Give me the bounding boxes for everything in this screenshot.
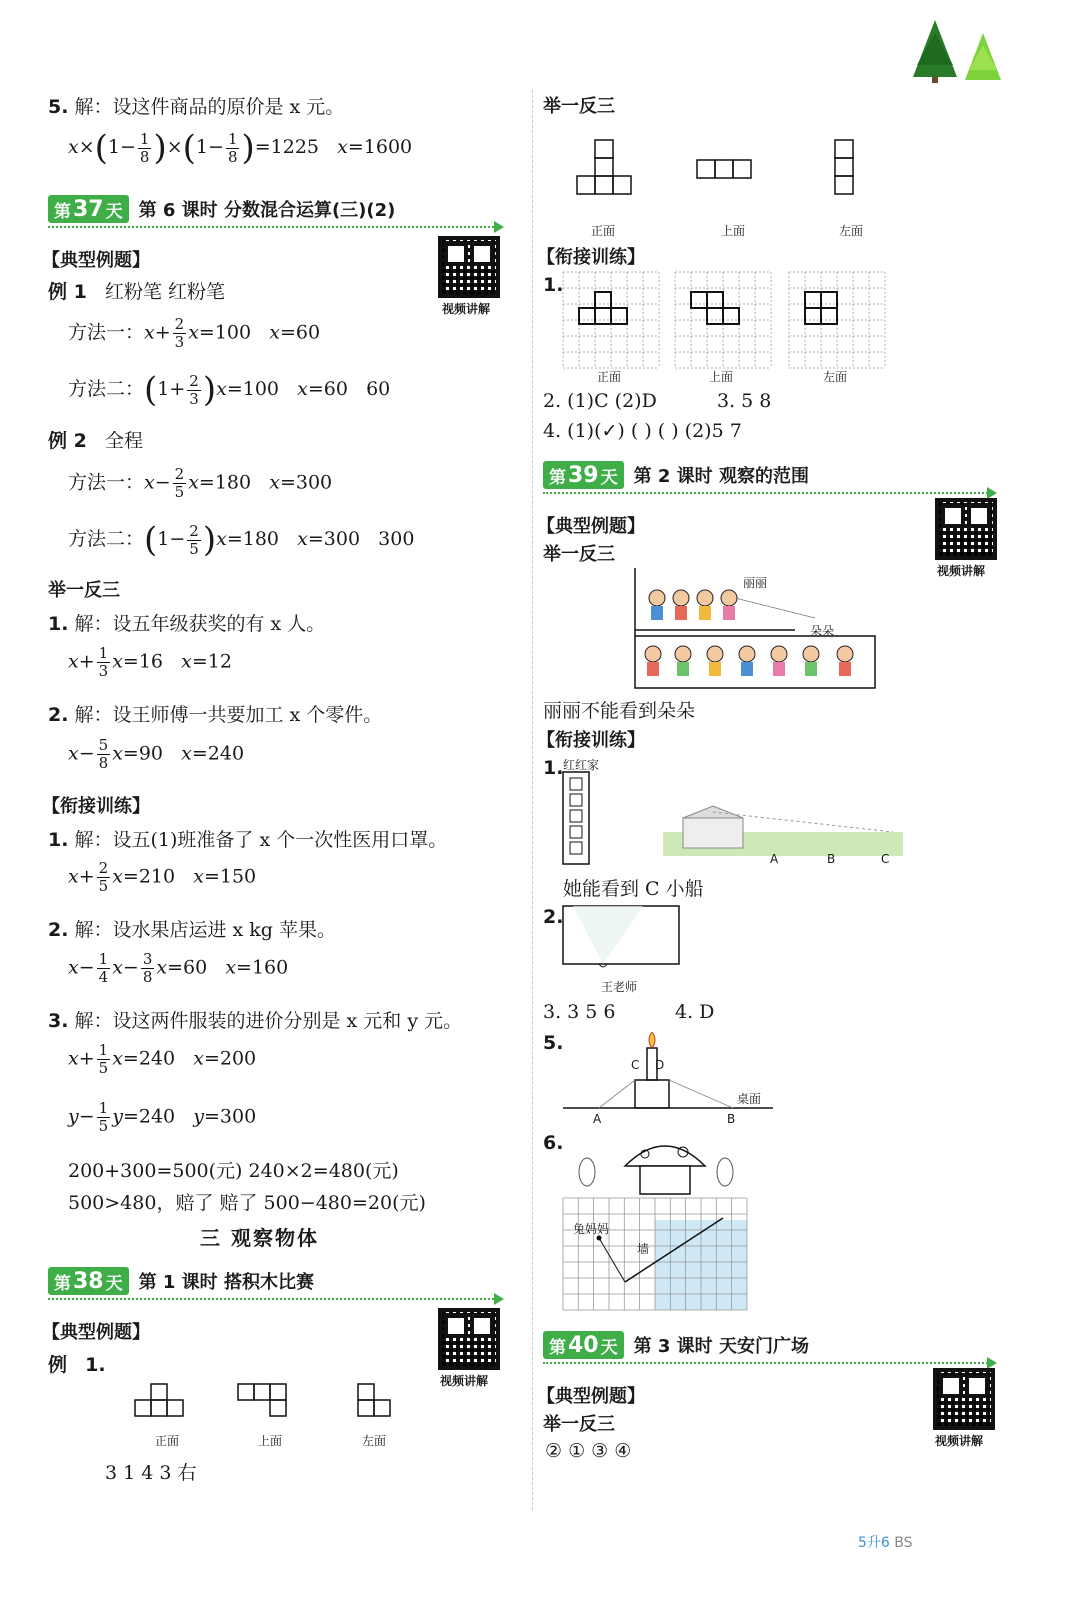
day40-lesson-title: 第 3 课时 天安门广场	[633, 1336, 809, 1357]
r1-boat-b: B	[827, 852, 836, 866]
column-divider	[532, 90, 533, 1510]
ex2-text: 全程	[104, 430, 143, 452]
ex1-line	[48, 277, 225, 304]
day37-dashline	[48, 226, 498, 228]
day40-dashline	[543, 1362, 991, 1364]
q5-text: 解：设这件商品的原价是 x 元。	[74, 96, 345, 118]
jyfs-heading: 举一反三	[48, 580, 120, 601]
r6-mushroom-house-illustration	[575, 1132, 745, 1198]
r-grid-left	[789, 272, 885, 368]
day37-header	[48, 194, 395, 224]
ex1-method2: 方法二：(1+ $\frac{2}{3}$ )x=100 x=60 60	[68, 370, 391, 410]
x2-equation: x− $\frac{1}{4}$ x− $\frac{3}{8}$ x=60 x=160	[68, 950, 289, 986]
r5-point-c: C	[631, 1058, 640, 1072]
ex38-answer: 3 1 4 3 右	[105, 1462, 197, 1484]
order-answer: ② ① ③ ④	[545, 1440, 632, 1462]
r-grid-label-left: 左面	[823, 370, 848, 384]
xjxl-heading: 【衔接训练】	[42, 796, 150, 817]
ex2-label: 例 2	[48, 430, 87, 452]
r6-grid	[563, 1198, 747, 1310]
r3: 3. 3 5 6	[543, 1001, 616, 1023]
r5-label: 5.	[543, 1032, 564, 1054]
qr-label: 视频讲解	[442, 302, 491, 316]
r-front-view	[577, 138, 637, 198]
xjxl-heading-39: 【衔接训练】	[537, 730, 645, 751]
j1-equation: x+ $\frac{1}{3}$ x=16 x=12	[68, 644, 232, 680]
tree-decoration-icon	[905, 15, 1015, 85]
j1-line: 1. 解：设五年级获奖的有 x 人。	[48, 613, 326, 635]
r-view-left: 左面	[839, 224, 864, 238]
day39-lesson-title: 第 2 课时 观察的范围	[633, 466, 809, 487]
r-q1-label: 1.	[543, 274, 564, 296]
r-q4: 4. (1)(✓) ( ) ( ) (2)5 7	[543, 420, 742, 442]
label-lili: 丽丽	[743, 576, 768, 590]
typical-heading-38: 【典型例题】	[42, 1322, 150, 1343]
ex38-view-top: 上面	[258, 1434, 283, 1448]
r2-teacher-label: 王老师	[601, 980, 638, 994]
r5-point-b: B	[727, 1112, 736, 1126]
qr-label-38: 视频讲解	[440, 1374, 489, 1388]
x3-line: 3. 解：设这两件服装的进价分别是 x 元和 y 元。	[48, 1010, 463, 1032]
r1-label: 1.	[543, 757, 564, 779]
x1-line: 1. 解：设五(1)班准备了 x 个一次性医用口罩。	[48, 829, 448, 851]
r-left-view	[835, 138, 865, 198]
r1-building-illustration	[563, 772, 903, 868]
ex38-front-view	[135, 1380, 195, 1420]
ex2-method1: 方法一：x− $\frac{2}{5}$ x=180 x=300	[68, 465, 333, 501]
jyfs-heading-39: 举一反三	[543, 544, 615, 565]
day38-header	[48, 1266, 314, 1296]
r-view-top: 上面	[721, 224, 746, 238]
q5-label: 5.	[48, 96, 69, 118]
label-duoduo: 朵朵	[810, 624, 835, 638]
qr-label-39: 视频讲解	[937, 564, 986, 578]
chapter-title: 三 观察物体	[200, 1226, 319, 1250]
r-view-front: 正面	[591, 224, 616, 238]
ex38-top-view	[238, 1380, 298, 1420]
r1-boat-c: C	[881, 852, 890, 866]
day40-badge: 第 40 天	[543, 1331, 624, 1359]
day37-badge: 第 37 天	[48, 195, 129, 223]
x3-line1: 200+300=500(元) 240×2=480(元)	[68, 1160, 399, 1182]
ex38-line: 例 1.	[48, 1354, 106, 1376]
ex1-label: 例 1	[48, 281, 87, 303]
x3-equation1: x+ $\frac{1}{5}$ x=240 x=200	[68, 1041, 257, 1077]
day40-header	[543, 1330, 809, 1360]
x3-equation2: y− $\frac{1}{5}$ y=240 y=300	[68, 1099, 257, 1135]
day38-badge: 第 38 天	[48, 1267, 129, 1295]
xjxl-heading-r: 【衔接训练】	[537, 247, 645, 268]
r1-boat-a: A	[770, 852, 779, 866]
footer-grade: 5升6 BS	[858, 1535, 913, 1551]
r-q3: 3. 5 8	[717, 390, 772, 412]
x2-line: 2. 解：设水果店运进 x kg 苹果。	[48, 919, 337, 941]
ex2-method2: 方法二：(1− $\frac{2}{5}$ )x=180 x=300 300	[68, 520, 415, 560]
qr-label-40: 视频讲解	[935, 1434, 984, 1448]
answer-lili: 丽丽不能看到朵朵	[543, 700, 696, 722]
r-grid-label-top: 上面	[709, 370, 734, 384]
r-q2: 2. (1)C (2)D	[543, 390, 657, 412]
qr-code-icon[interactable]	[438, 236, 500, 298]
x1-equation: x+ $\frac{2}{5}$ x=210 x=150	[68, 859, 257, 895]
r6-wall-label: 墙	[637, 1242, 650, 1256]
ex38-view-front: 正面	[155, 1434, 180, 1448]
r4: 4. D	[675, 1001, 715, 1023]
qr-code-icon-38[interactable]	[438, 1308, 500, 1370]
qr-code-icon-39[interactable]	[935, 498, 997, 560]
q5-equation: x×(1− $\frac{1}{8}$ )×(1− $\frac{1}{8}$ )=1225 x=1600	[68, 128, 413, 168]
ex1-text: 红粉笔 红粉笔	[104, 281, 226, 303]
r-top-view	[697, 158, 757, 182]
r5-point-d: D	[655, 1058, 665, 1072]
r6-label: 6.	[543, 1132, 564, 1154]
r-grid-label-front: 正面	[597, 370, 622, 384]
ex2-line	[48, 426, 143, 453]
r5-table-label: 桌面	[737, 1092, 762, 1106]
day39-badge: 第 39 天	[543, 461, 624, 489]
day37-lesson-title: 第 6 课时 分数混合运算(三)(2)	[138, 200, 396, 221]
r1-answer: 她能看到 C 小船	[563, 878, 704, 900]
r-grid-top	[675, 272, 771, 368]
ex38-view-left: 左面	[362, 1434, 387, 1448]
typical-heading-39: 【典型例题】	[537, 516, 645, 537]
day39-header	[543, 460, 809, 490]
ex1-method1: 方法一：x+ $\frac{2}{3}$ x=100 x=60	[68, 315, 321, 351]
day39-dashline	[543, 492, 991, 494]
r6-mom-label: 兔妈妈	[573, 1222, 610, 1236]
qr-code-icon-40[interactable]	[933, 1368, 995, 1430]
day38-dashline	[48, 1298, 498, 1300]
r2-room-diagram	[563, 904, 683, 984]
typical-heading-40: 【典型例题】	[537, 1386, 645, 1407]
r5-point-a: A	[593, 1112, 602, 1126]
q5-line	[48, 92, 344, 119]
r-grid-front	[563, 272, 659, 368]
jyfs-heading-r: 举一反三	[543, 96, 615, 117]
x3-line2: 500>480，赔了 赔了 500−480=20(元)	[68, 1192, 426, 1214]
r2-label: 2.	[543, 906, 564, 928]
j2-equation: x− $\frac{5}{8}$ x=90 x=240	[68, 736, 245, 772]
day38-lesson-title: 第 1 课时 搭积木比赛	[138, 1272, 314, 1293]
ex38-left-view	[358, 1380, 398, 1420]
r1-home-label: 红红家	[563, 758, 600, 772]
typical-heading: 【典型例题】	[42, 250, 150, 271]
j2-line: 2. 解：设王师傅一共要加工 x 个零件。	[48, 704, 383, 726]
jyfs-heading-40: 举一反三	[543, 1414, 615, 1435]
